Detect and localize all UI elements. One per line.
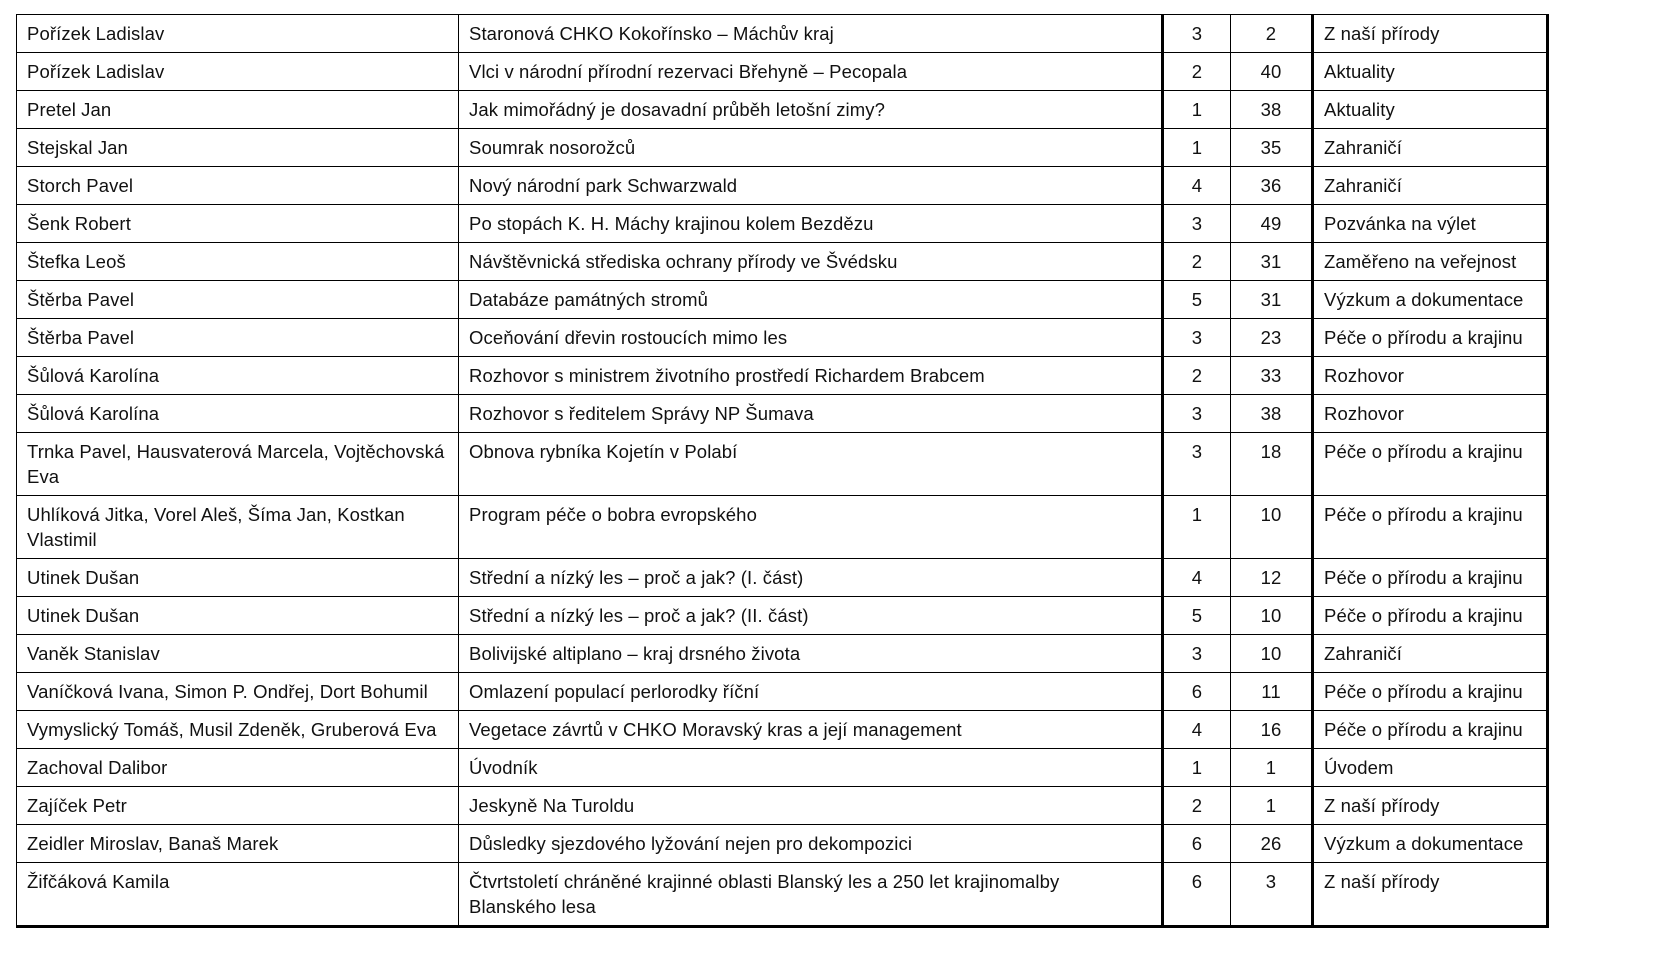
section-cell: Péče o přírodu a krajinu xyxy=(1313,433,1548,496)
author-cell: Trnka Pavel, Hausvaterová Marcela, Vojtěchovská Eva xyxy=(17,433,459,496)
author-cell: Utinek Dušan xyxy=(17,597,459,635)
title-cell: Nový národní park Schwarzwald xyxy=(459,167,1163,205)
table-row xyxy=(17,15,1548,53)
section-cell: Péče o přírodu a krajinu xyxy=(1313,559,1548,597)
title-cell: Oceňování dřevin rostoucích mimo les xyxy=(459,319,1163,357)
page-number-cell: 16 xyxy=(1231,711,1313,749)
title-cell: Program péče o bobra evropského xyxy=(459,496,1163,559)
table-row xyxy=(17,635,1548,673)
author-cell: Pořízek Ladislav xyxy=(17,15,459,53)
page-number-cell: 3 xyxy=(1231,863,1313,927)
issue-number-cell: 1 xyxy=(1163,496,1231,559)
section-cell: Rozhovor xyxy=(1313,357,1548,395)
page-number-cell: 18 xyxy=(1231,433,1313,496)
title-cell: Databáze památných stromů xyxy=(459,281,1163,319)
issue-number-cell: 2 xyxy=(1163,53,1231,91)
table-row xyxy=(17,825,1548,863)
title-cell: Vlci v národní přírodní rezervaci Břehyně – Pecopala xyxy=(459,53,1163,91)
author-cell: Šenk Robert xyxy=(17,205,459,243)
issue-number-cell: 4 xyxy=(1163,559,1231,597)
page-number-cell: 31 xyxy=(1231,281,1313,319)
section-cell: Z naší přírody xyxy=(1313,787,1548,825)
issue-number-cell: 3 xyxy=(1163,635,1231,673)
article-index-table-container xyxy=(16,14,1547,928)
page-number-cell: 1 xyxy=(1231,749,1313,787)
table-row xyxy=(17,319,1548,357)
page-number-cell: 11 xyxy=(1231,673,1313,711)
author-cell: Zachoval Dalibor xyxy=(17,749,459,787)
title-cell: Obnova rybníka Kojetín v Polabí xyxy=(459,433,1163,496)
page-number-cell: 36 xyxy=(1231,167,1313,205)
title-cell: Bolivijské altiplano – kraj drsného života xyxy=(459,635,1163,673)
section-cell: Zahraničí xyxy=(1313,167,1548,205)
author-cell: Uhlíková Jitka, Vorel Aleš, Šíma Jan, Kostkan Vlastimil xyxy=(17,496,459,559)
author-cell: Vaníčková Ivana, Simon P. Ondřej, Dort Bohumil xyxy=(17,673,459,711)
issue-number-cell: 3 xyxy=(1163,15,1231,53)
table-row xyxy=(17,357,1548,395)
section-cell: Zaměřeno na veřejnost xyxy=(1313,243,1548,281)
author-cell: Štefka Leoš xyxy=(17,243,459,281)
issue-number-cell: 3 xyxy=(1163,395,1231,433)
author-cell: Vaněk Stanislav xyxy=(17,635,459,673)
page-number-cell: 12 xyxy=(1231,559,1313,597)
issue-number-cell: 6 xyxy=(1163,863,1231,927)
author-cell: Štěrba Pavel xyxy=(17,319,459,357)
title-cell: Úvodník xyxy=(459,749,1163,787)
page-number-cell: 10 xyxy=(1231,635,1313,673)
issue-number-cell: 5 xyxy=(1163,597,1231,635)
page-number-cell: 40 xyxy=(1231,53,1313,91)
title-cell: Jak mimořádný je dosavadní průběh letošní zimy? xyxy=(459,91,1163,129)
table-row xyxy=(17,496,1548,559)
section-cell: Zahraničí xyxy=(1313,129,1548,167)
author-cell: Pretel Jan xyxy=(17,91,459,129)
section-cell: Výzkum a dokumentace xyxy=(1313,825,1548,863)
title-cell: Střední a nízký les – proč a jak? (II. část) xyxy=(459,597,1163,635)
title-cell: Jeskyně Na Turoldu xyxy=(459,787,1163,825)
title-cell: Střední a nízký les – proč a jak? (I. část) xyxy=(459,559,1163,597)
table-row xyxy=(17,863,1548,927)
table-body xyxy=(17,15,1548,927)
table-row xyxy=(17,243,1548,281)
table-row xyxy=(17,711,1548,749)
issue-number-cell: 6 xyxy=(1163,673,1231,711)
author-cell: Stejskal Jan xyxy=(17,129,459,167)
title-cell: Soumrak nosorožců xyxy=(459,129,1163,167)
table-row xyxy=(17,53,1548,91)
section-cell: Výzkum a dokumentace xyxy=(1313,281,1548,319)
author-cell: Šůlová Karolína xyxy=(17,395,459,433)
table-row xyxy=(17,559,1548,597)
author-cell: Šůlová Karolína xyxy=(17,357,459,395)
table-row xyxy=(17,167,1548,205)
page-number-cell: 38 xyxy=(1231,395,1313,433)
section-cell: Péče o přírodu a krajinu xyxy=(1313,597,1548,635)
page-number-cell: 33 xyxy=(1231,357,1313,395)
issue-number-cell: 2 xyxy=(1163,243,1231,281)
table-row xyxy=(17,281,1548,319)
issue-number-cell: 2 xyxy=(1163,357,1231,395)
page-number-cell: 23 xyxy=(1231,319,1313,357)
table-row xyxy=(17,91,1548,129)
table-row xyxy=(17,597,1548,635)
issue-number-cell: 3 xyxy=(1163,319,1231,357)
page-number-cell: 2 xyxy=(1231,15,1313,53)
table-row xyxy=(17,433,1548,496)
issue-number-cell: 1 xyxy=(1163,129,1231,167)
page-number-cell: 10 xyxy=(1231,496,1313,559)
section-cell: Aktuality xyxy=(1313,91,1548,129)
section-cell: Péče o přírodu a krajinu xyxy=(1313,496,1548,559)
author-cell: Vymyslický Tomáš, Musil Zdeněk, Gruberová Eva xyxy=(17,711,459,749)
page-number-cell: 31 xyxy=(1231,243,1313,281)
issue-number-cell: 1 xyxy=(1163,749,1231,787)
page-number-cell: 35 xyxy=(1231,129,1313,167)
issue-number-cell: 6 xyxy=(1163,825,1231,863)
page-number-cell: 1 xyxy=(1231,787,1313,825)
section-cell: Péče o přírodu a krajinu xyxy=(1313,711,1548,749)
section-cell: Z naší přírody xyxy=(1313,15,1548,53)
page-number-cell: 10 xyxy=(1231,597,1313,635)
author-cell: Utinek Dušan xyxy=(17,559,459,597)
issue-number-cell: 3 xyxy=(1163,205,1231,243)
section-cell: Pozvánka na výlet xyxy=(1313,205,1548,243)
issue-number-cell: 1 xyxy=(1163,91,1231,129)
author-cell: Žifčáková Kamila xyxy=(17,863,459,927)
title-cell: Návštěvnická střediska ochrany přírody ve Švédsku xyxy=(459,243,1163,281)
title-cell: Po stopách K. H. Máchy krajinou kolem Bezdězu xyxy=(459,205,1163,243)
author-cell: Pořízek Ladislav xyxy=(17,53,459,91)
page-number-cell: 49 xyxy=(1231,205,1313,243)
section-cell: Aktuality xyxy=(1313,53,1548,91)
section-cell: Úvodem xyxy=(1313,749,1548,787)
title-cell: Rozhovor s ministrem životního prostředí Richardem Brabcem xyxy=(459,357,1163,395)
table-row xyxy=(17,129,1548,167)
issue-number-cell: 4 xyxy=(1163,711,1231,749)
table-row xyxy=(17,673,1548,711)
section-cell: Z naší přírody xyxy=(1313,863,1548,927)
issue-number-cell: 2 xyxy=(1163,787,1231,825)
page-number-cell: 38 xyxy=(1231,91,1313,129)
page-number-cell: 26 xyxy=(1231,825,1313,863)
table-row xyxy=(17,749,1548,787)
issue-number-cell: 3 xyxy=(1163,433,1231,496)
title-cell: Čtvrtstoletí chráněné krajinné oblasti Blanský les a 250 let krajinomalby Blanského lesa xyxy=(459,863,1163,927)
author-cell: Štěrba Pavel xyxy=(17,281,459,319)
section-cell: Péče o přírodu a krajinu xyxy=(1313,673,1548,711)
table-row xyxy=(17,395,1548,433)
issue-number-cell: 4 xyxy=(1163,167,1231,205)
issue-number-cell: 5 xyxy=(1163,281,1231,319)
table-row xyxy=(17,205,1548,243)
author-cell: Zeidler Miroslav, Banaš Marek xyxy=(17,825,459,863)
title-cell: Vegetace závrtů v CHKO Moravský kras a její management xyxy=(459,711,1163,749)
article-index-table xyxy=(16,14,1549,928)
title-cell: Staronová CHKO Kokořínsko – Máchův kraj xyxy=(459,15,1163,53)
section-cell: Rozhovor xyxy=(1313,395,1548,433)
section-cell: Péče o přírodu a krajinu xyxy=(1313,319,1548,357)
section-cell: Zahraničí xyxy=(1313,635,1548,673)
title-cell: Omlazení populací perlorodky říční xyxy=(459,673,1163,711)
table-row xyxy=(17,787,1548,825)
title-cell: Rozhovor s ředitelem Správy NP Šumava xyxy=(459,395,1163,433)
author-cell: Zajíček Petr xyxy=(17,787,459,825)
author-cell: Storch Pavel xyxy=(17,167,459,205)
title-cell: Důsledky sjezdového lyžování nejen pro dekompozici xyxy=(459,825,1163,863)
